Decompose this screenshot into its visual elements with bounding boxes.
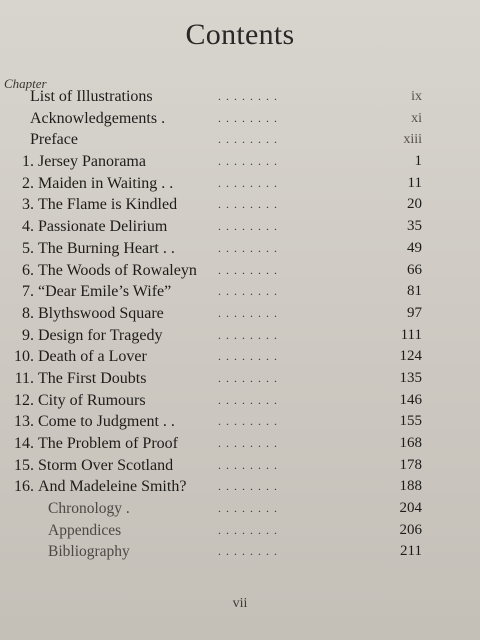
entry-title: The Problem of Proof: [38, 435, 178, 452]
dot-leader: . . . . . . . .: [218, 327, 278, 342]
folio: vii: [232, 596, 248, 611]
page-number: 111: [400, 326, 422, 343]
dot-leader: . . . . . . . .: [218, 132, 278, 147]
page-number: 206: [399, 521, 422, 538]
entry-title: City of Rumours: [38, 391, 146, 409]
page-number: 178: [399, 456, 422, 473]
toc-entry: [0, 86, 480, 108]
chapter-number: 15.: [14, 456, 34, 474]
table-of-contents: [0, 86, 480, 563]
page-number: 1: [414, 153, 422, 170]
entry-title: Passionate Delirium: [38, 218, 168, 236]
toc-entry: [0, 238, 480, 260]
page-number: 124: [399, 348, 422, 365]
toc-entry: [0, 455, 480, 477]
page-number: 20: [407, 196, 422, 213]
page-number: 97: [407, 304, 422, 321]
toc-entry: [0, 260, 480, 282]
chapter-number: 3.: [22, 196, 34, 214]
chapter-number: 9.: [22, 326, 34, 344]
dot-leader: . . . . . . . .: [218, 392, 278, 407]
entry-title: List of Illustrations: [30, 88, 153, 105]
entry-title: Appendices: [48, 521, 122, 539]
toc-entry: [0, 476, 480, 498]
entry-title: The Woods of Rowaleyn: [38, 261, 197, 279]
chapter-number: 12.: [14, 391, 34, 409]
dot-leader: . . . . . . . .: [218, 305, 278, 320]
chapter-number: 2.: [22, 174, 34, 192]
page-number: ix: [411, 89, 422, 104]
page-number: 168: [399, 435, 422, 451]
page-number: 211: [400, 543, 422, 560]
entry-title: Jersey Panorama: [38, 153, 146, 171]
dot-leader: . . . . . . . .: [218, 370, 278, 385]
dot-leader: . . . . . . . .: [218, 219, 278, 234]
toc-entry: [0, 129, 480, 151]
dot-leader: . . . . . . . .: [218, 89, 278, 103]
dot-leader: . . . . . . . .: [218, 436, 278, 450]
dot-leader: . . . . . . . .: [218, 479, 278, 494]
dot-leader: . . . . . . . .: [218, 175, 278, 190]
dot-leader: . . . . . . . .: [218, 197, 278, 212]
page-number: 146: [399, 391, 422, 408]
toc-entry: [0, 216, 480, 238]
entry-title: Bibliography: [48, 543, 130, 561]
toc-entry: [0, 368, 480, 390]
toc-entry: [0, 303, 480, 325]
toc-entry: [0, 108, 480, 130]
entry-title: The First Doubts: [38, 369, 147, 387]
page-number: xiii: [403, 132, 422, 148]
chapter-number: 7.: [22, 283, 34, 301]
chapter-number: 11.: [14, 369, 34, 387]
entry-title: Storm Over Scotland: [38, 456, 174, 474]
chapter-number: 16.: [14, 478, 34, 496]
entry-title: Come to Judgment . .: [38, 413, 175, 431]
page-title: Contents: [185, 18, 295, 51]
dot-leader: . . . . . . . .: [218, 457, 278, 472]
entry-title: Acknowledgements .: [30, 109, 166, 127]
toc-entry: [0, 433, 480, 455]
page-number: xi: [411, 110, 422, 126]
toc-entry: [0, 173, 480, 195]
dot-leader: . . . . . . . .: [218, 110, 278, 125]
toc-entry: [0, 498, 480, 520]
toc-entry: [0, 151, 480, 173]
page-number: 155: [399, 413, 422, 430]
chapter-number: 8.: [22, 304, 34, 322]
page-number: 204: [399, 500, 422, 517]
page-number: 35: [407, 218, 422, 235]
entry-title: The Flame is Kindled: [38, 196, 178, 214]
chapter-number: 4.: [22, 218, 34, 236]
toc-entry: [0, 281, 480, 303]
chapter-number: 6.: [22, 261, 34, 279]
dot-leader: . . . . . . . .: [218, 544, 278, 559]
entry-title: Chronology .: [48, 500, 130, 518]
entry-title: Design for Tragedy: [38, 326, 163, 344]
entry-title: “Dear Emile’s Wife”: [38, 283, 172, 301]
chapter-number: 1.: [22, 153, 34, 171]
toc-entry: [0, 325, 480, 347]
toc-entry: [0, 194, 480, 216]
page-number: 11: [407, 174, 422, 191]
toc-entry: [0, 390, 480, 412]
toc-entry: [0, 541, 480, 563]
dot-leader: . . . . . . . .: [218, 284, 278, 299]
dot-leader: . . . . . . . .: [218, 501, 278, 516]
toc-entry: [0, 520, 480, 542]
dot-leader: . . . . . . . .: [218, 349, 278, 364]
dot-leader: . . . . . . . .: [218, 414, 278, 429]
entry-title: Blythswood Square: [38, 304, 164, 322]
chapter-number: 13.: [14, 413, 34, 431]
toc-entry: [0, 411, 480, 433]
toc-entry: [0, 346, 480, 368]
entry-title: The Burning Heart . .: [38, 239, 175, 257]
chapter-number: 10.: [14, 348, 34, 366]
entry-title: Preface: [30, 131, 78, 149]
entry-title: Maiden in Waiting . .: [38, 174, 174, 192]
chapter-column-label: Chapter: [4, 76, 47, 91]
entry-title: And Madeleine Smith?: [38, 478, 187, 496]
dot-leader: . . . . . . . .: [218, 262, 278, 277]
page-number: 49: [407, 239, 422, 256]
entry-title: Death of a Lover: [38, 348, 147, 366]
dot-leader: . . . . . . . .: [218, 154, 278, 169]
page-number: 81: [407, 283, 422, 300]
page-number: 135: [399, 369, 422, 386]
page-number: 66: [407, 261, 422, 278]
chapter-number: 14.: [14, 435, 34, 452]
page-number: 188: [399, 478, 422, 495]
dot-leader: . . . . . . . .: [218, 240, 278, 255]
dot-leader: . . . . . . . .: [218, 522, 278, 537]
chapter-number: 5.: [22, 239, 34, 257]
